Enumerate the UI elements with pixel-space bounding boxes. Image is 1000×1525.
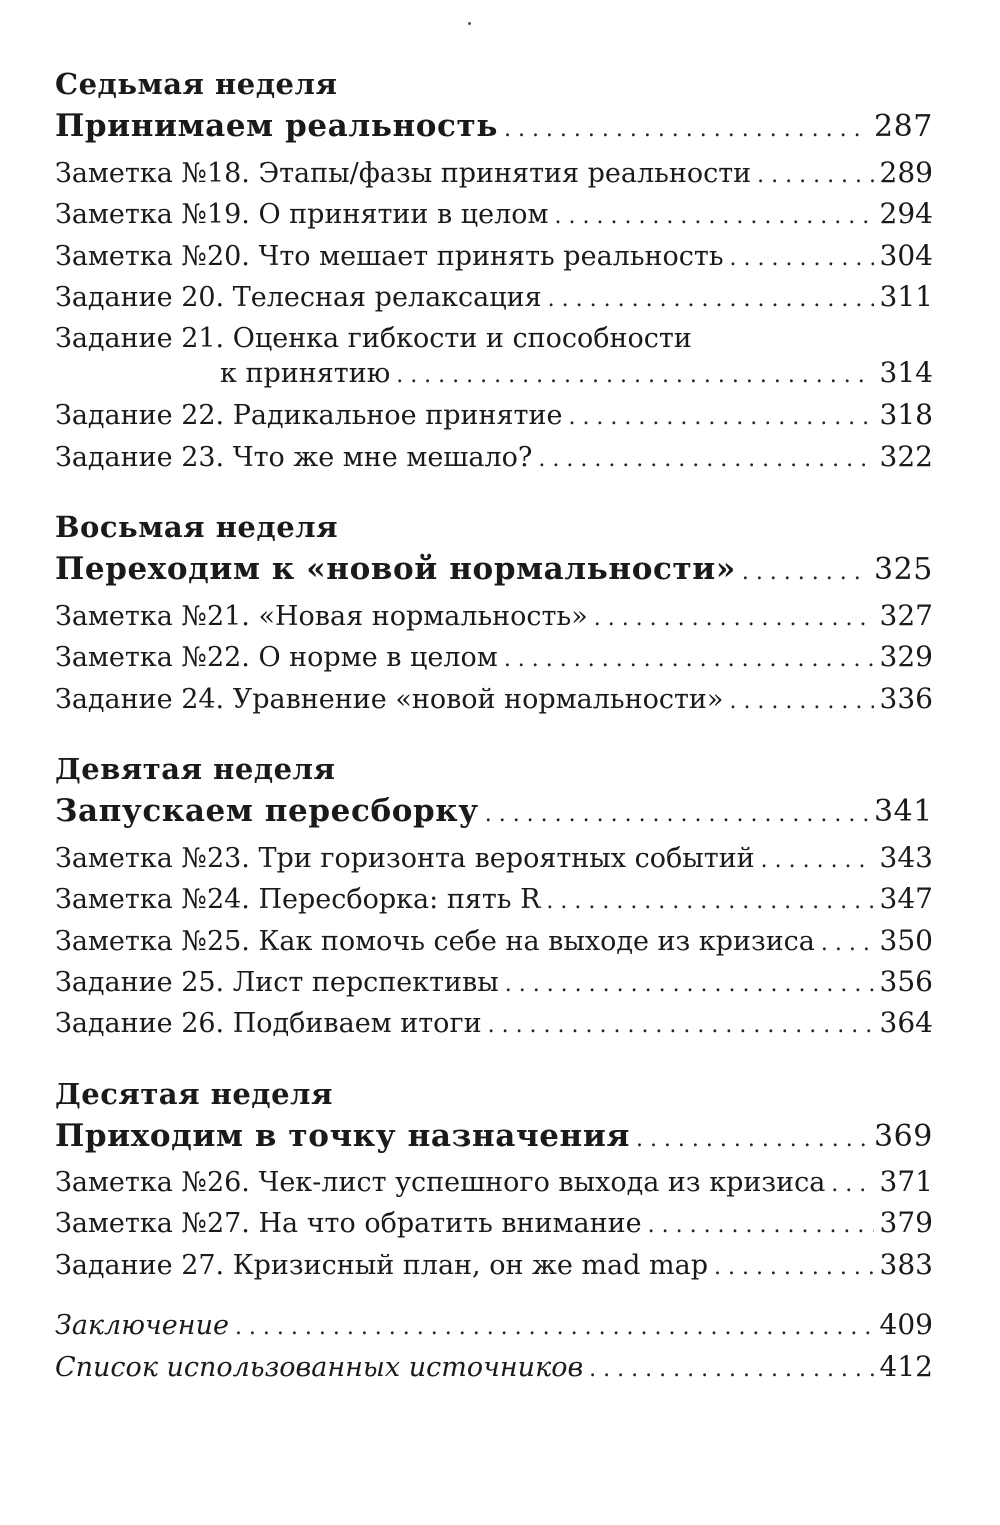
print-speck [468, 22, 471, 25]
chapter-entry[interactable] [55, 791, 933, 835]
toc-entry-continuation[interactable] [55, 355, 933, 394]
chapter-entry[interactable] [55, 549, 933, 593]
leader-dots [568, 400, 873, 436]
page-number: 356 [879, 965, 933, 998]
page-number: 379 [879, 1206, 933, 1239]
entry-title: Заметка №26. Чек-лист успешного выхода из кризиса [55, 1167, 826, 1198]
leader-dots [589, 1352, 873, 1388]
page-number: 336 [879, 682, 933, 715]
chapter-title: Принимаем реальность [55, 108, 498, 144]
entry-title: Список использованных источников [55, 1352, 584, 1383]
leader-dots [714, 1250, 874, 1286]
chapter-entry[interactable] [55, 1116, 933, 1160]
entry-title: Заметка №21. «Новая нормальность» [55, 601, 588, 632]
toc-entry[interactable] [55, 964, 933, 1003]
page-number: 369 [873, 1119, 933, 1154]
leader-dots [831, 1167, 873, 1203]
toc-entry[interactable] [55, 238, 933, 277]
week-label: Девятая неделя [55, 752, 336, 786]
entry-title: Задание 24. Уравнение «новой нормальности» [55, 684, 724, 715]
leader-dots [594, 601, 874, 637]
leader-dots [761, 843, 874, 879]
page-number: 350 [879, 924, 933, 957]
page-number: 341 [873, 794, 933, 829]
leader-dots [396, 358, 873, 394]
page-number: 409 [879, 1308, 933, 1341]
page-number: 287 [873, 109, 933, 144]
entry-title: Задание 20. Телесная релаксация [55, 282, 542, 313]
leader-dots [505, 967, 874, 1003]
chapter-entry[interactable] [55, 106, 933, 150]
chapter-title: Переходим к «новой нормальности» [55, 551, 736, 587]
page-number: 322 [879, 440, 933, 473]
leader-dots [730, 241, 874, 277]
page-number: 327 [879, 599, 933, 632]
toc-entry[interactable] [55, 397, 933, 436]
toc-entry[interactable] [55, 1205, 933, 1244]
entry-title: Заметка №23. Три горизонта вероятных событий [55, 843, 755, 874]
leader-dots [648, 1208, 874, 1244]
page-number: 289 [879, 156, 933, 189]
toc-entry[interactable] [55, 279, 933, 318]
leader-dots [757, 158, 873, 194]
page-number: 347 [879, 882, 933, 915]
leader-dots [504, 642, 874, 678]
entry-title: Заметка №19. О принятии в целом [55, 199, 549, 230]
page-number: 325 [873, 552, 933, 587]
leader-dots [555, 199, 874, 235]
chapter-title: Запускаем пересборку [55, 793, 479, 829]
entry-title: Задание 21. Оценка гибкости и способности [55, 323, 692, 354]
toc-entry[interactable] [55, 439, 933, 478]
toc-entry[interactable] [55, 681, 933, 720]
week-label: Восьмая неделя [55, 510, 339, 544]
toc-entry[interactable] [55, 1247, 933, 1286]
leader-dots [488, 1008, 874, 1044]
entry-title: Заметка №27. На что обратить внимание [55, 1208, 642, 1239]
entry-title: Задание 27. Кризисный план, он же mad map [55, 1250, 708, 1281]
toc-entry[interactable] [55, 639, 933, 678]
toc-entry[interactable] [55, 196, 933, 235]
page-number: 383 [879, 1248, 933, 1281]
page-number: 318 [879, 398, 933, 431]
page-number: 364 [879, 1006, 933, 1039]
entry-title: Задание 26. Подбиваем итоги [55, 1008, 482, 1039]
week-label: Седьмая неделя [55, 67, 338, 101]
entry-title: Заметка №22. О норме в целом [55, 642, 498, 673]
toc-entry[interactable] [55, 155, 933, 194]
toc-entry[interactable] [55, 598, 933, 637]
back-matter-entry[interactable] [55, 1349, 933, 1388]
page-number: 294 [879, 197, 933, 230]
toc-entry[interactable] [55, 1164, 933, 1203]
toc-entry[interactable] [55, 881, 933, 920]
entry-title: Задание 22. Радикальное принятие [55, 400, 563, 431]
page-number: 304 [879, 239, 933, 272]
leader-dots [636, 1120, 868, 1160]
entry-title-continuation: к принятию [220, 358, 391, 389]
leader-dots [729, 684, 873, 720]
page-number: 311 [879, 280, 933, 313]
entry-title: Заметка №24. Пересборка: пять R [55, 884, 541, 915]
toc-entry[interactable] [55, 923, 933, 962]
leader-dots [742, 553, 868, 593]
chapter-title: Приходим в точку назначения [55, 1118, 630, 1154]
leader-dots [485, 795, 868, 835]
leader-dots [235, 1310, 874, 1346]
entry-title: Заметка №25. Как помочь себе на выходе из кризиса [55, 926, 815, 957]
entry-title: Заметка №20. Что мешает принять реальность [55, 241, 724, 272]
entry-title: Заключение [55, 1310, 229, 1341]
leader-dots [504, 110, 868, 150]
leader-dots [548, 282, 874, 318]
page-number: 371 [879, 1165, 933, 1198]
back-matter-entry[interactable] [55, 1307, 933, 1346]
leader-dots [821, 926, 874, 962]
entry-title: Заметка №18. Этапы/фазы принятия реальности [55, 158, 752, 189]
entry-title: Задание 23. Что же мне мешало? [55, 442, 533, 473]
toc-entry[interactable] [55, 1005, 933, 1044]
week-label: Десятая неделя [55, 1077, 333, 1111]
page-number: 314 [879, 356, 933, 389]
page-number: 412 [879, 1350, 933, 1383]
toc-entry[interactable] [55, 840, 933, 879]
toc-entry-first-line[interactable] [55, 321, 933, 357]
page-number: 343 [879, 841, 933, 874]
entry-title: Задание 25. Лист перспективы [55, 967, 499, 998]
leader-dots [546, 884, 873, 920]
leader-dots [538, 442, 873, 478]
page-number: 329 [879, 640, 933, 673]
